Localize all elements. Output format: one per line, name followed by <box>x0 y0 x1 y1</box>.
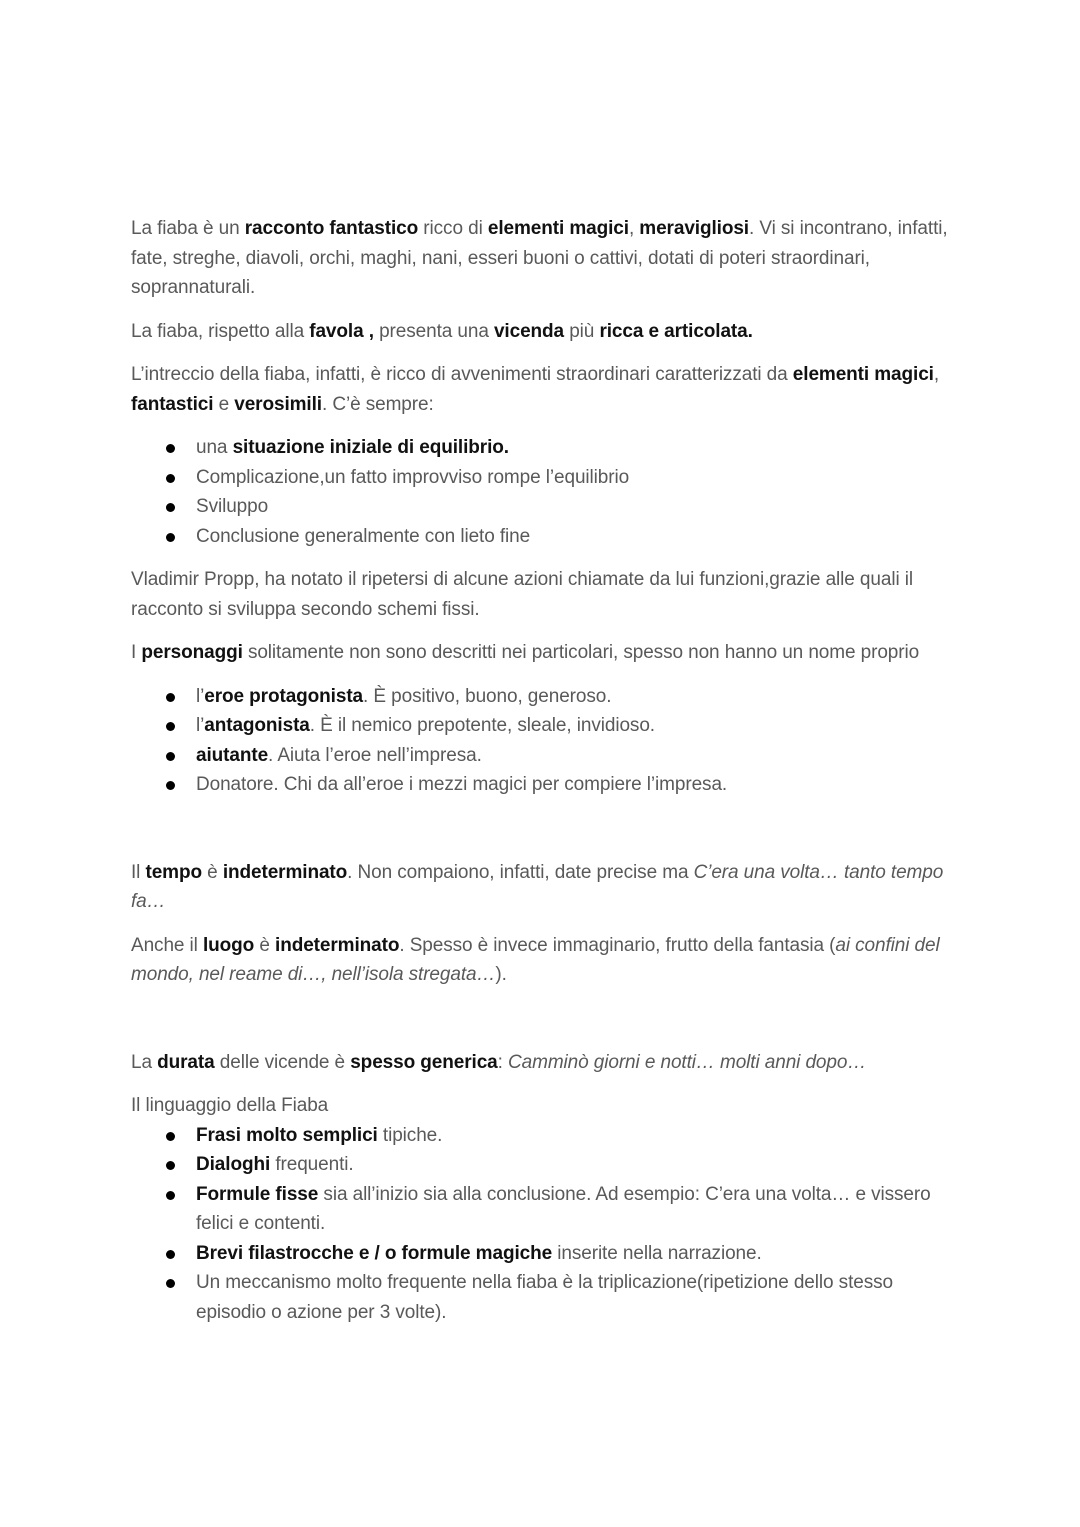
text: . È positivo, buono, generoso. <box>363 685 612 707</box>
text: Complicazione,un fatto improvviso rompe l’equilibrio <box>196 466 630 488</box>
list-item <box>131 1150 951 1180</box>
bold-term: aiutante <box>196 744 269 766</box>
bold-term: personaggi <box>141 642 243 663</box>
bold-term: indeterminato <box>275 934 400 956</box>
bold-term: vicenda <box>493 320 565 342</box>
bold-term: fantastici <box>131 393 214 415</box>
bold-term: racconto fantastico <box>244 218 419 239</box>
text: inserite nella narrazione. <box>552 1242 762 1264</box>
bold-term: spesso generica <box>350 1051 498 1073</box>
list-item <box>131 463 951 493</box>
text: Anche il <box>131 934 203 956</box>
text: è <box>202 861 223 883</box>
bold-term: Brevi filastrocche e / o formule magiche <box>196 1242 553 1264</box>
text: . C’è sempre: <box>321 393 434 415</box>
list-item <box>131 1268 951 1327</box>
text: Sviluppo <box>196 496 269 517</box>
text: e <box>213 393 235 415</box>
bold-term: favola , <box>309 320 374 342</box>
bold-term: elementi magici <box>487 218 629 239</box>
text: Conclusione generalmente con lieto fine <box>196 525 531 547</box>
text: l’ <box>196 715 205 736</box>
list-item <box>131 711 951 741</box>
bold-term: Dialoghi <box>196 1154 271 1175</box>
text: I <box>131 642 142 663</box>
text: ). <box>495 964 507 985</box>
text: L’intreccio della fiaba, infatti, è ricco di avvenimenti straordinari caratterizzati da <box>131 364 793 385</box>
text: tipiche. <box>377 1124 443 1146</box>
bold-term: meravigliosi <box>639 218 749 239</box>
text: Il linguaggio della Fiaba <box>131 1095 329 1116</box>
bold-term: tempo <box>145 861 202 883</box>
text: Il <box>131 861 146 883</box>
italic-text: ai confini del mondo, nel reame di…, nell’isola stregata… <box>131 934 940 985</box>
paragraph-personaggi <box>131 638 951 668</box>
text: : <box>497 1051 508 1073</box>
text: una <box>196 437 233 458</box>
italic-text: Camminò giorni e notti… molti anni dopo… <box>508 1051 867 1073</box>
text: La fiaba, rispetto alla <box>131 320 310 342</box>
paragraph-intreccio <box>131 360 951 419</box>
bold-term: luogo <box>202 934 255 956</box>
text: frequenti. <box>270 1154 354 1175</box>
paragraph-definition <box>131 214 951 303</box>
bold-term: durata <box>157 1051 215 1073</box>
text: l’ <box>196 685 205 707</box>
text: , <box>628 218 640 239</box>
bold-term: ricca e articolata. <box>599 320 753 342</box>
italic-text: C’era una volta… tanto tempo fa… <box>131 861 944 912</box>
list-item <box>131 1180 951 1239</box>
paragraph-propp <box>131 565 951 624</box>
text: . Aiuta l’eroe nell’impresa. <box>268 744 482 766</box>
text: ricco di <box>418 218 488 239</box>
document-body <box>131 214 951 1327</box>
list-item <box>131 522 951 552</box>
bold-term: Formule fisse <box>196 1183 319 1205</box>
text: solitamente non sono descritti nei particolari, spesso non hanno un nome proprio <box>242 642 920 663</box>
text: . Spesso è invece immaginario, frutto della fantasia ( <box>399 934 836 956</box>
bold-term: elementi magici <box>792 364 934 385</box>
language-list <box>131 1121 951 1328</box>
list-item <box>131 682 951 712</box>
text: è <box>254 934 276 956</box>
list-item <box>131 1121 951 1151</box>
text: Donatore. Chi da all’eroe i mezzi magici per compiere l’impresa. <box>196 774 728 795</box>
paragraph-durata <box>131 1048 951 1078</box>
paragraph-tempo <box>131 858 951 917</box>
text: sia all’inizio sia alla conclusione. Ad esempio: C’era una volta… e vissero felici e contenti. <box>196 1183 931 1234</box>
bold-term: situazione iniziale di equilibrio. <box>232 437 509 458</box>
text: . Non compaiono, infatti, date precise ma <box>347 861 694 883</box>
text: Un meccanismo molto frequente nella fiaba è la triplicazione(ripetizione dello stesso episodio o azione per 3 volte). <box>196 1272 893 1323</box>
characters-list <box>131 682 951 800</box>
text: . Vi si incontrano, infatti, fate, streghe, diavoli, orchi, maghi, nani, esseri buoni o cattivi, dotati di poteri straordinari, soprannaturali. <box>131 218 948 298</box>
list-item <box>131 433 951 463</box>
structure-list <box>131 433 951 551</box>
bold-term: Frasi molto semplici <box>196 1124 378 1146</box>
list-item <box>131 770 951 800</box>
paragraph-linguaggio-heading <box>131 1091 951 1121</box>
text: più <box>564 320 600 342</box>
paragraph-favola <box>131 317 951 347</box>
list-item <box>131 741 951 771</box>
bold-term: verosimili <box>234 393 322 415</box>
bold-term: eroe protagonista <box>204 685 364 707</box>
list-item <box>131 492 951 522</box>
text: delle vicende è <box>214 1051 351 1073</box>
paragraph-luogo <box>131 931 951 990</box>
text: Vladimir Propp, ha notato il ripetersi di alcune azioni chiamate da lui funzioni,grazie alle quali il racconto si sviluppa secondo schemi fissi. <box>131 569 914 620</box>
text: . È il nemico prepotente, sleale, invidioso. <box>309 715 655 736</box>
list-item <box>131 1239 951 1269</box>
bold-term: antagonista <box>204 715 310 736</box>
text: , <box>933 364 940 385</box>
text: presenta una <box>373 320 494 342</box>
text: La <box>131 1051 158 1073</box>
text: La fiaba è un <box>131 218 245 239</box>
bold-term: indeterminato <box>222 861 348 883</box>
